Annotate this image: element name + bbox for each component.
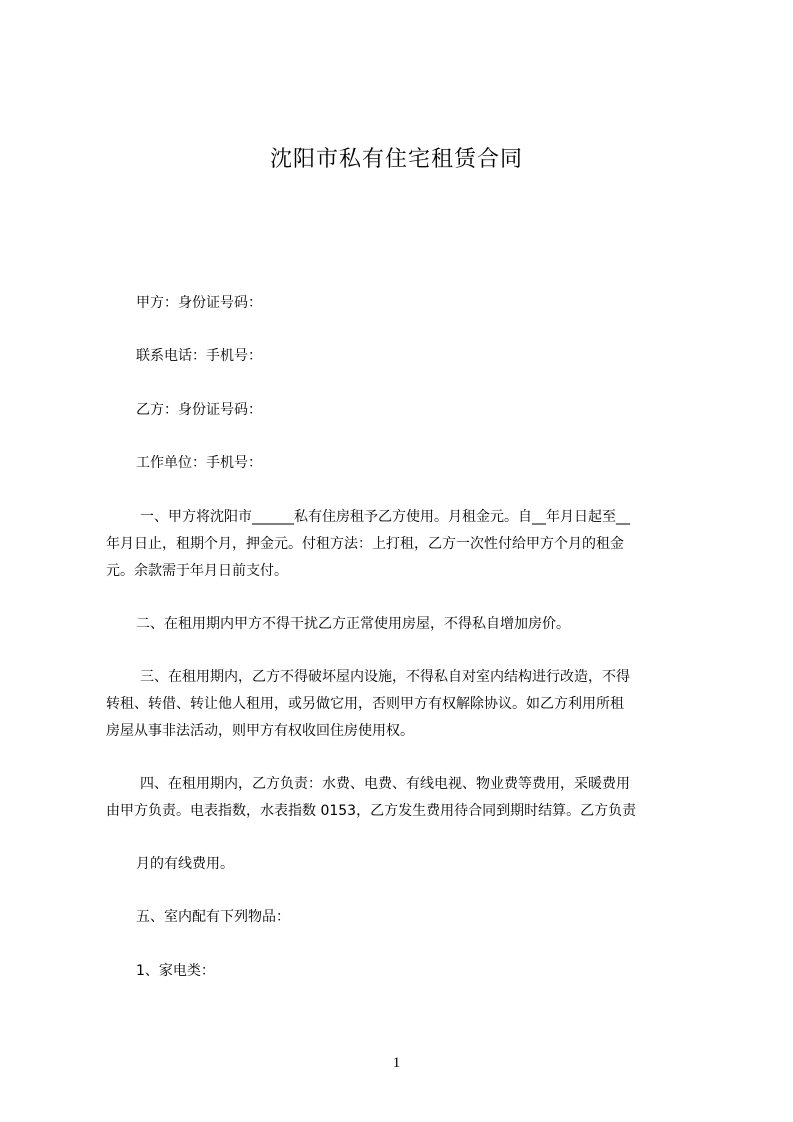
party-b-line: 乙方：身份证号码： (136, 402, 262, 418)
clause-5-line-1: 五、室内配有下列物品： (136, 909, 290, 925)
document-title: 沈阳市私有住宅租赁合同 (269, 147, 523, 172)
page-number: 1 (392, 1055, 401, 1071)
clause-3-line-3: 房屋从事非法活动，则甲方有权收回住房使用权。 (106, 723, 414, 739)
clause-4-line-1: 四、在租用期内，乙方负责：水费、电费、有线电视、物业费等费用，采暖费用 (140, 776, 630, 792)
contact-line: 联系电话：手机号： (136, 348, 262, 364)
clause-1-line-1: 一、甲方将沈阳市______私有住房租予乙方使用。月租金元。自__年月日起至__ (140, 509, 630, 525)
clause-3-line-2: 转租、转借、转让他人租用，或另做它用，否则甲方有权解除协议。如乙方利用所租 (106, 696, 624, 712)
clause-1-line-3: 元。余款需于年月日前支付。 (106, 563, 288, 579)
clause-4-line-2: 由甲方负责。电表指数，水表指数 0153，乙方发生费用待合同到期时结算。乙方负责 (106, 803, 637, 819)
clause-3-line-1: 三、在租用期内，乙方不得破坏屋内设施，不得私自对室内结构进行改造，不得 (140, 669, 630, 685)
clause-1-line-2: 年月日止，租期个月，押金元。付租方法：上打租，乙方一次性付给甲方个月的租金 (106, 536, 624, 552)
party-a-line: 甲方：身份证号码： (136, 295, 262, 311)
clause-2-line-1: 二、在租用期内甲方不得干扰乙方正常使用房屋，不得私自增加房价。 (136, 616, 570, 632)
clause-4-line-3: 月的有线费用。 (136, 856, 234, 872)
item-1-line: 1、家电类： (136, 963, 215, 979)
work-unit-line: 工作单位：手机号： (136, 455, 262, 471)
